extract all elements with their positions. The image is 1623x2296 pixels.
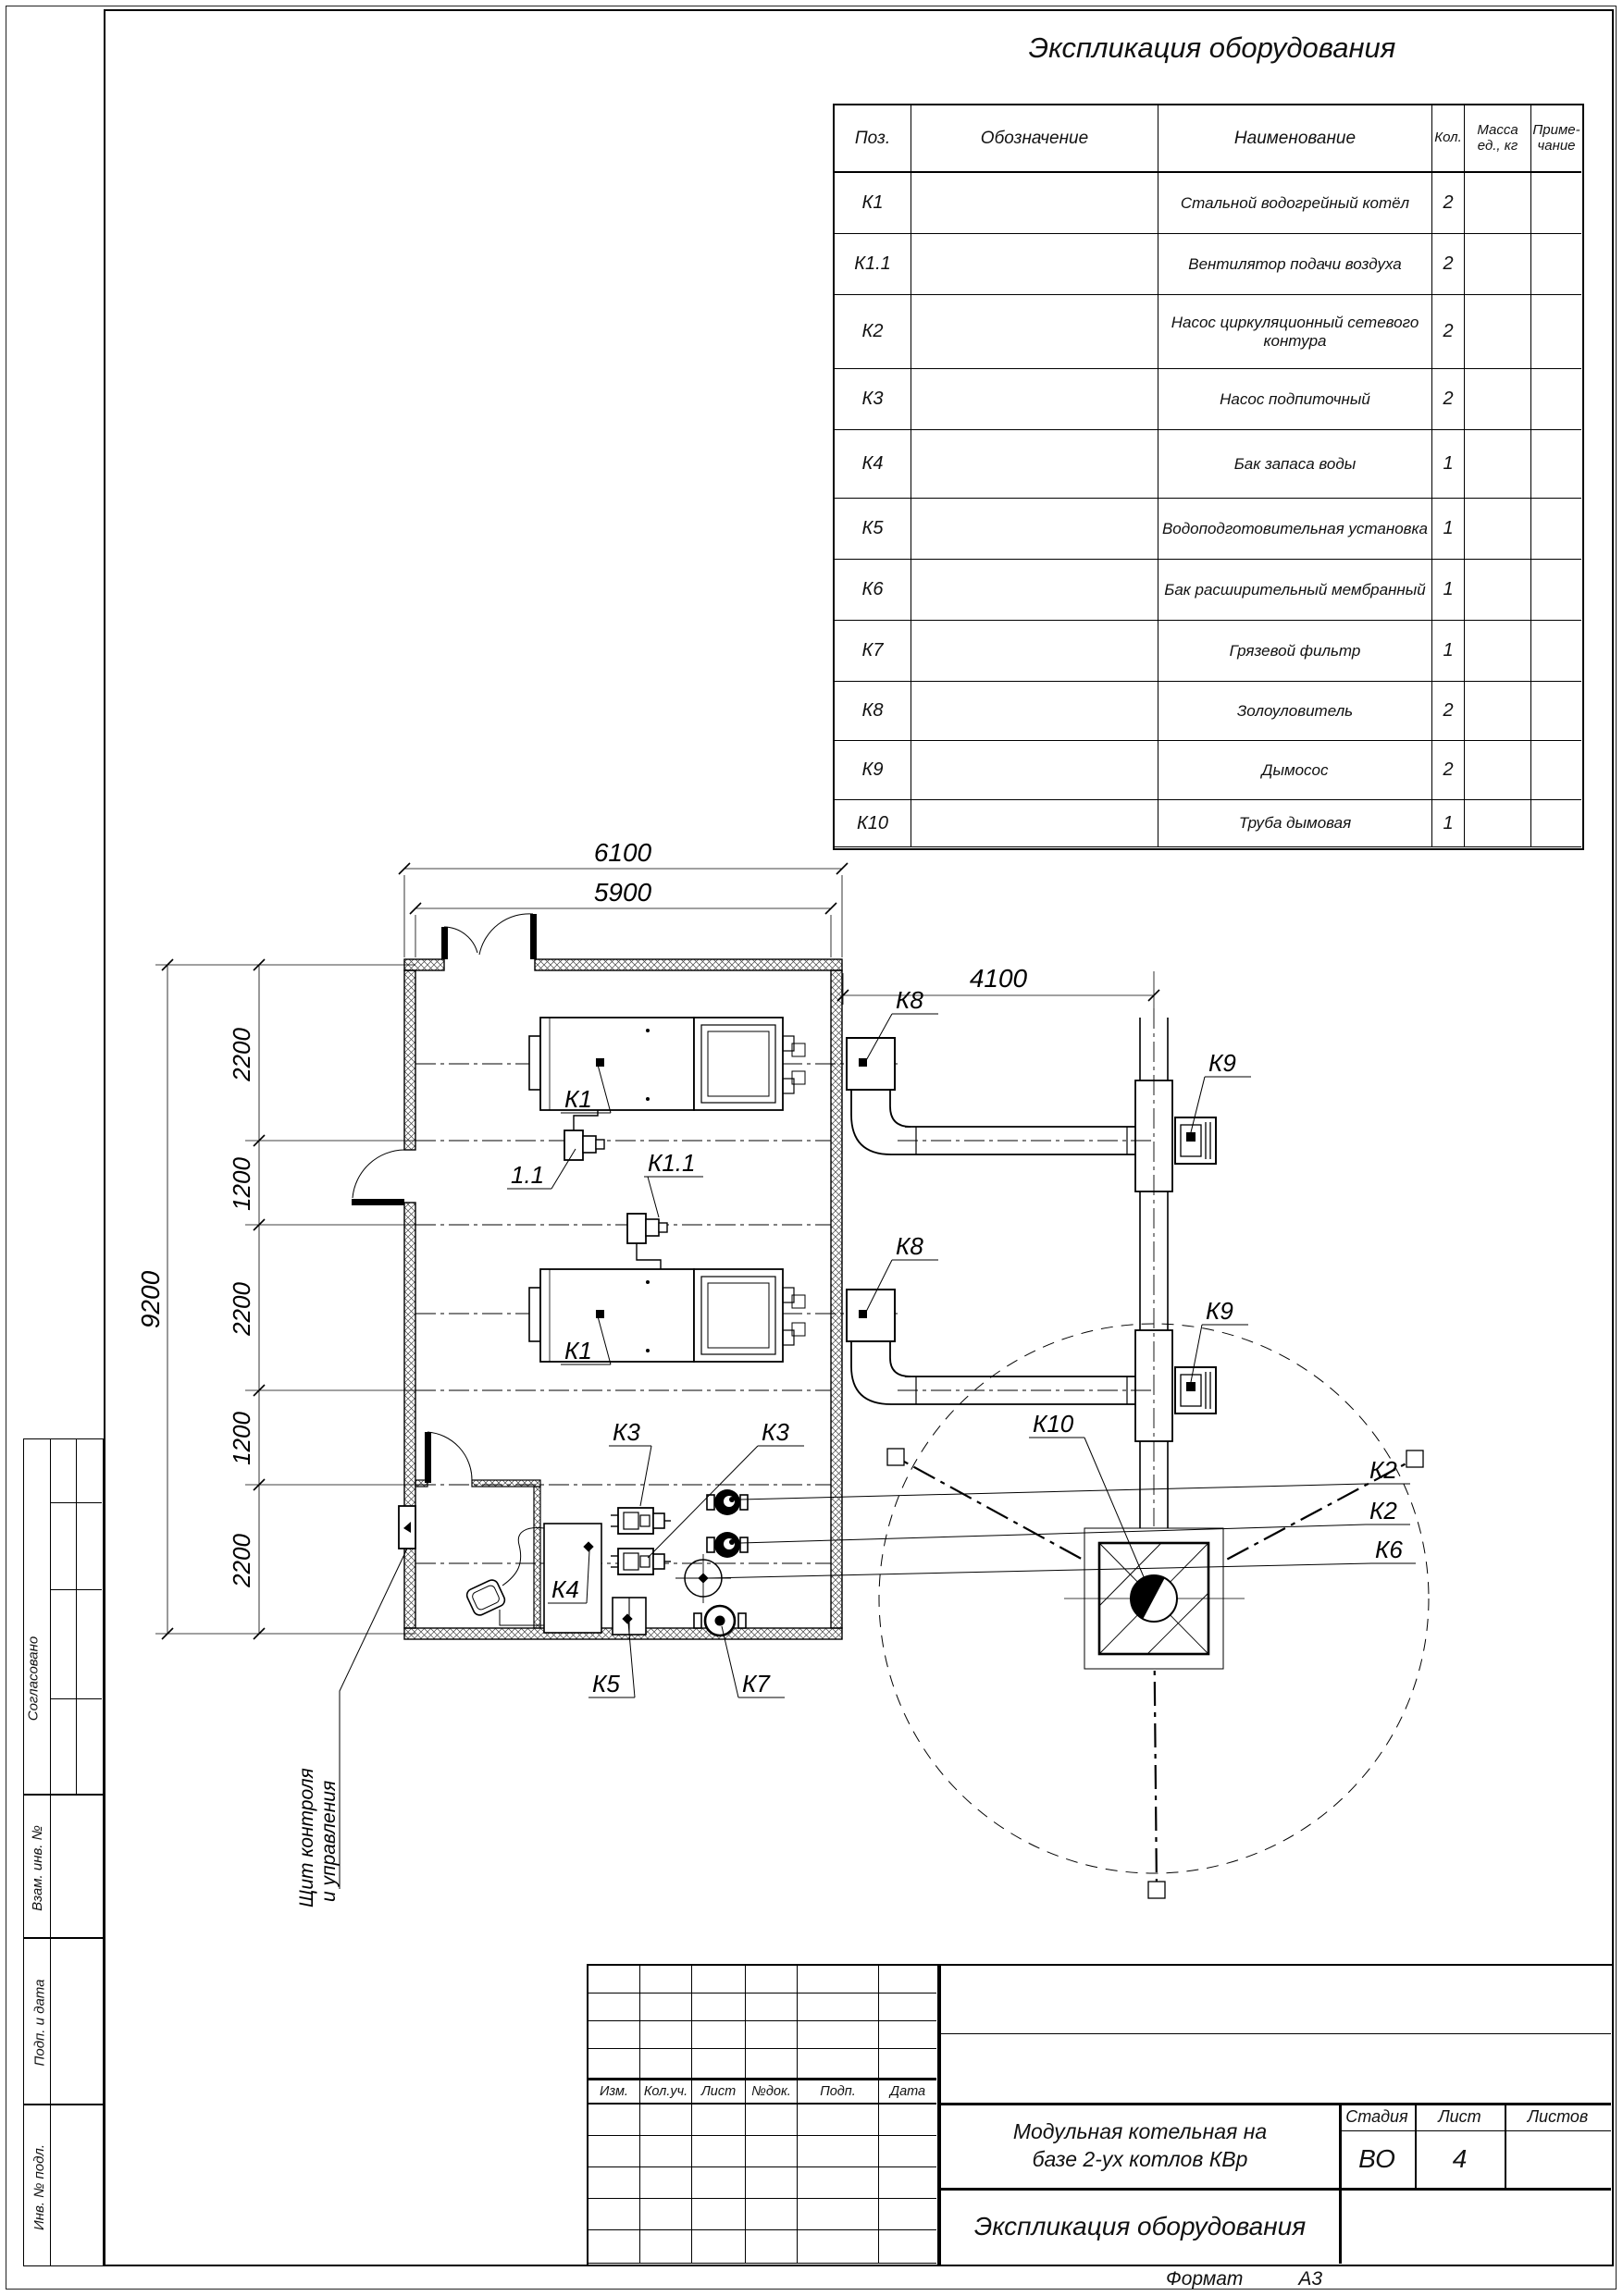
row-name: Вентилятор подачи воздуха (1158, 234, 1432, 295)
row-name: Бак расширительный мембранный (1158, 560, 1432, 621)
row-designation (911, 621, 1158, 682)
k9-lower (1175, 1367, 1216, 1413)
tag-k6 (707, 1536, 1416, 1578)
row-mass (1465, 621, 1531, 682)
col-header-name: Наименование (1158, 105, 1432, 173)
inv-orig-label: Инв. № подл. (31, 2143, 48, 2231)
row-name: Труба дымовая (1158, 800, 1432, 847)
entrance-double-door (441, 914, 537, 959)
svg-text:К3: К3 (762, 1418, 789, 1446)
washbasin (465, 1528, 544, 1625)
row-designation (911, 560, 1158, 621)
row-name: Золоуловитель (1158, 682, 1432, 741)
row-note (1531, 295, 1581, 369)
row-pos: К5 (835, 499, 911, 560)
row-designation (911, 741, 1158, 800)
row-mass (1465, 430, 1531, 499)
row-designation (911, 234, 1158, 295)
row-qty: 2 (1432, 682, 1465, 741)
svg-text:9200: 9200 (136, 1270, 165, 1329)
svg-text:2200: 2200 (228, 1028, 255, 1081)
row-qty: 1 (1432, 560, 1465, 621)
row-pos: К8 (835, 682, 911, 741)
svg-text:К1: К1 (564, 1337, 592, 1364)
row-qty: 1 (1432, 499, 1465, 560)
row-name: Водоподготовительная установка (1158, 499, 1432, 560)
row-qty: 1 (1432, 430, 1465, 499)
row-note (1531, 369, 1581, 430)
row-pos: К9 (835, 741, 911, 800)
revision-table (587, 1964, 939, 2266)
row-pos: К6 (835, 560, 911, 621)
row-name: Насос подпиточный (1158, 369, 1432, 430)
subst-inv-label: Взам. инв. № (29, 1825, 45, 1911)
svg-text:К4: К4 (551, 1575, 579, 1603)
row-qty: 2 (1432, 369, 1465, 430)
row-mass (1465, 234, 1531, 295)
expansion-tank-k6 (675, 1554, 731, 1603)
agreed-box (23, 1438, 104, 1795)
fan-1-1-upper (564, 1110, 604, 1160)
row-note (1531, 741, 1581, 800)
svg-text:К8: К8 (896, 986, 923, 1014)
partition-door (425, 1432, 472, 1483)
row-name: Дымосос (1158, 741, 1432, 800)
control-panel-label2: и управления (318, 1780, 340, 1902)
svg-text:К5: К5 (592, 1670, 620, 1697)
stage-value: ВО (1358, 2144, 1395, 2173)
svg-text:4100: 4100 (969, 964, 1028, 993)
sheets-value (1505, 2130, 1611, 2188)
svg-text:К6: К6 (1375, 1536, 1403, 1563)
tag-fan-bottom (644, 1149, 703, 1217)
rev-header-podp: Подп. (798, 2079, 879, 2105)
row-name: Стальной водогрейный котёл (1158, 173, 1432, 234)
format-note (1166, 2268, 1555, 2290)
col-header-mass: Масса ед., кг (1465, 105, 1531, 173)
svg-text:К9: К9 (1206, 1297, 1233, 1325)
row-mass (1465, 560, 1531, 621)
svg-text:К3: К3 (613, 1418, 640, 1446)
row-designation (911, 682, 1158, 741)
svg-text:6100: 6100 (593, 838, 652, 867)
row-designation (911, 800, 1158, 847)
row-mass (1465, 173, 1531, 234)
row-note (1531, 560, 1581, 621)
dimension-texts (136, 838, 1028, 1588)
svg-text:К1: К1 (564, 1085, 592, 1113)
k9-upper (1175, 1117, 1216, 1164)
svg-text:К8: К8 (896, 1232, 923, 1260)
col-header-note: Приме- чание (1531, 105, 1581, 173)
row-pos: К3 (835, 369, 911, 430)
svg-text:1200: 1200 (228, 1412, 255, 1465)
sign-date-box (23, 1938, 104, 2105)
tag-k3-a (609, 1418, 651, 1506)
row-designation (911, 295, 1158, 369)
format-label: Формат (1166, 2268, 1244, 2290)
row-note (1531, 499, 1581, 560)
svg-text:К7: К7 (742, 1670, 770, 1697)
equipment-spec-table (833, 104, 1584, 850)
col-header-designation: Обозначение (911, 105, 1158, 173)
side-door (352, 1150, 404, 1205)
row-designation (911, 499, 1158, 560)
svg-text:К2: К2 (1369, 1456, 1397, 1484)
row-pos: К2 (835, 295, 911, 369)
rev-header-ndok: №док. (746, 2079, 798, 2105)
row-mass (1465, 800, 1531, 847)
row-pos: К1.1 (835, 234, 911, 295)
svg-text:1200: 1200 (228, 1157, 255, 1211)
rev-header-data: Дата (879, 2079, 936, 2105)
format-value: А3 (1298, 2268, 1323, 2290)
sheets-label: Листов (1527, 2106, 1589, 2126)
fan-1-1-lower (627, 1214, 667, 1269)
row-mass (1465, 499, 1531, 560)
row-name: Грязевой фильтр (1158, 621, 1432, 682)
control-panel-label: Щит контроля (296, 1768, 317, 1907)
row-note (1531, 173, 1581, 234)
sheet-value: 4 (1452, 2144, 1468, 2173)
pump-k2-1 (707, 1489, 748, 1515)
row-qty: 1 (1432, 621, 1465, 682)
rev-header-izm: Изм. (588, 2079, 640, 2105)
row-name: Бак запаса воды (1158, 430, 1432, 499)
row-note (1531, 621, 1581, 682)
row-designation (911, 369, 1158, 430)
row-mass (1465, 682, 1531, 741)
col-header-qty: Кол. (1432, 105, 1465, 173)
row-pos: К4 (835, 430, 911, 499)
svg-text:2200: 2200 (228, 1282, 255, 1336)
rev-header-list: Лист (692, 2079, 746, 2105)
row-qty: 2 (1432, 173, 1465, 234)
pump-k3-1 (611, 1508, 671, 1534)
stage-label: Стадия (1345, 2106, 1408, 2126)
row-mass (1465, 369, 1531, 430)
pump-k2-2 (707, 1532, 748, 1558)
row-name: Насос циркуляционный сетевого контура (1158, 295, 1432, 369)
row-note (1531, 800, 1581, 847)
row-designation (911, 430, 1158, 499)
title-block (939, 1964, 1614, 2266)
row-pos: К7 (835, 621, 911, 682)
svg-text:К2: К2 (1369, 1497, 1397, 1524)
subst-inv-box (23, 1795, 104, 1938)
svg-text:К1.1: К1.1 (648, 1149, 696, 1177)
row-note (1531, 682, 1581, 741)
sheet-label: Лист (1438, 2106, 1481, 2126)
row-qty: 2 (1432, 741, 1465, 800)
doc-title: Экспликация оборудования (973, 2212, 1307, 2240)
row-mass (1465, 741, 1531, 800)
spec-table-title: Экспликация оборудования (1028, 31, 1396, 64)
svg-text:5900: 5900 (593, 878, 652, 907)
row-pos: К1 (835, 173, 911, 234)
svg-text:2200: 2200 (228, 1534, 255, 1587)
row-note (1531, 234, 1581, 295)
project-name: Модульная котельная на базе 2-ух котлов КВр (1012, 2119, 1268, 2171)
row-mass (1465, 295, 1531, 369)
agreed-label: Согласовано (25, 1636, 42, 1722)
row-qty: 2 (1432, 234, 1465, 295)
svg-text:К9: К9 (1208, 1049, 1236, 1077)
row-pos: К10 (835, 800, 911, 847)
row-note (1531, 430, 1581, 499)
col-header-pos: Поз. (835, 105, 911, 173)
svg-text:К10: К10 (1033, 1410, 1074, 1438)
svg-text:1.1: 1.1 (511, 1161, 545, 1189)
rev-header-koluch: Кол.уч. (640, 2079, 692, 2105)
inv-orig-box (23, 2105, 104, 2266)
row-qty: 1 (1432, 800, 1465, 847)
row-qty: 2 (1432, 295, 1465, 369)
row-designation (911, 173, 1158, 234)
sign-date-label: Подп. и дата (31, 1979, 48, 2067)
pump-k3-2 (611, 1549, 671, 1574)
